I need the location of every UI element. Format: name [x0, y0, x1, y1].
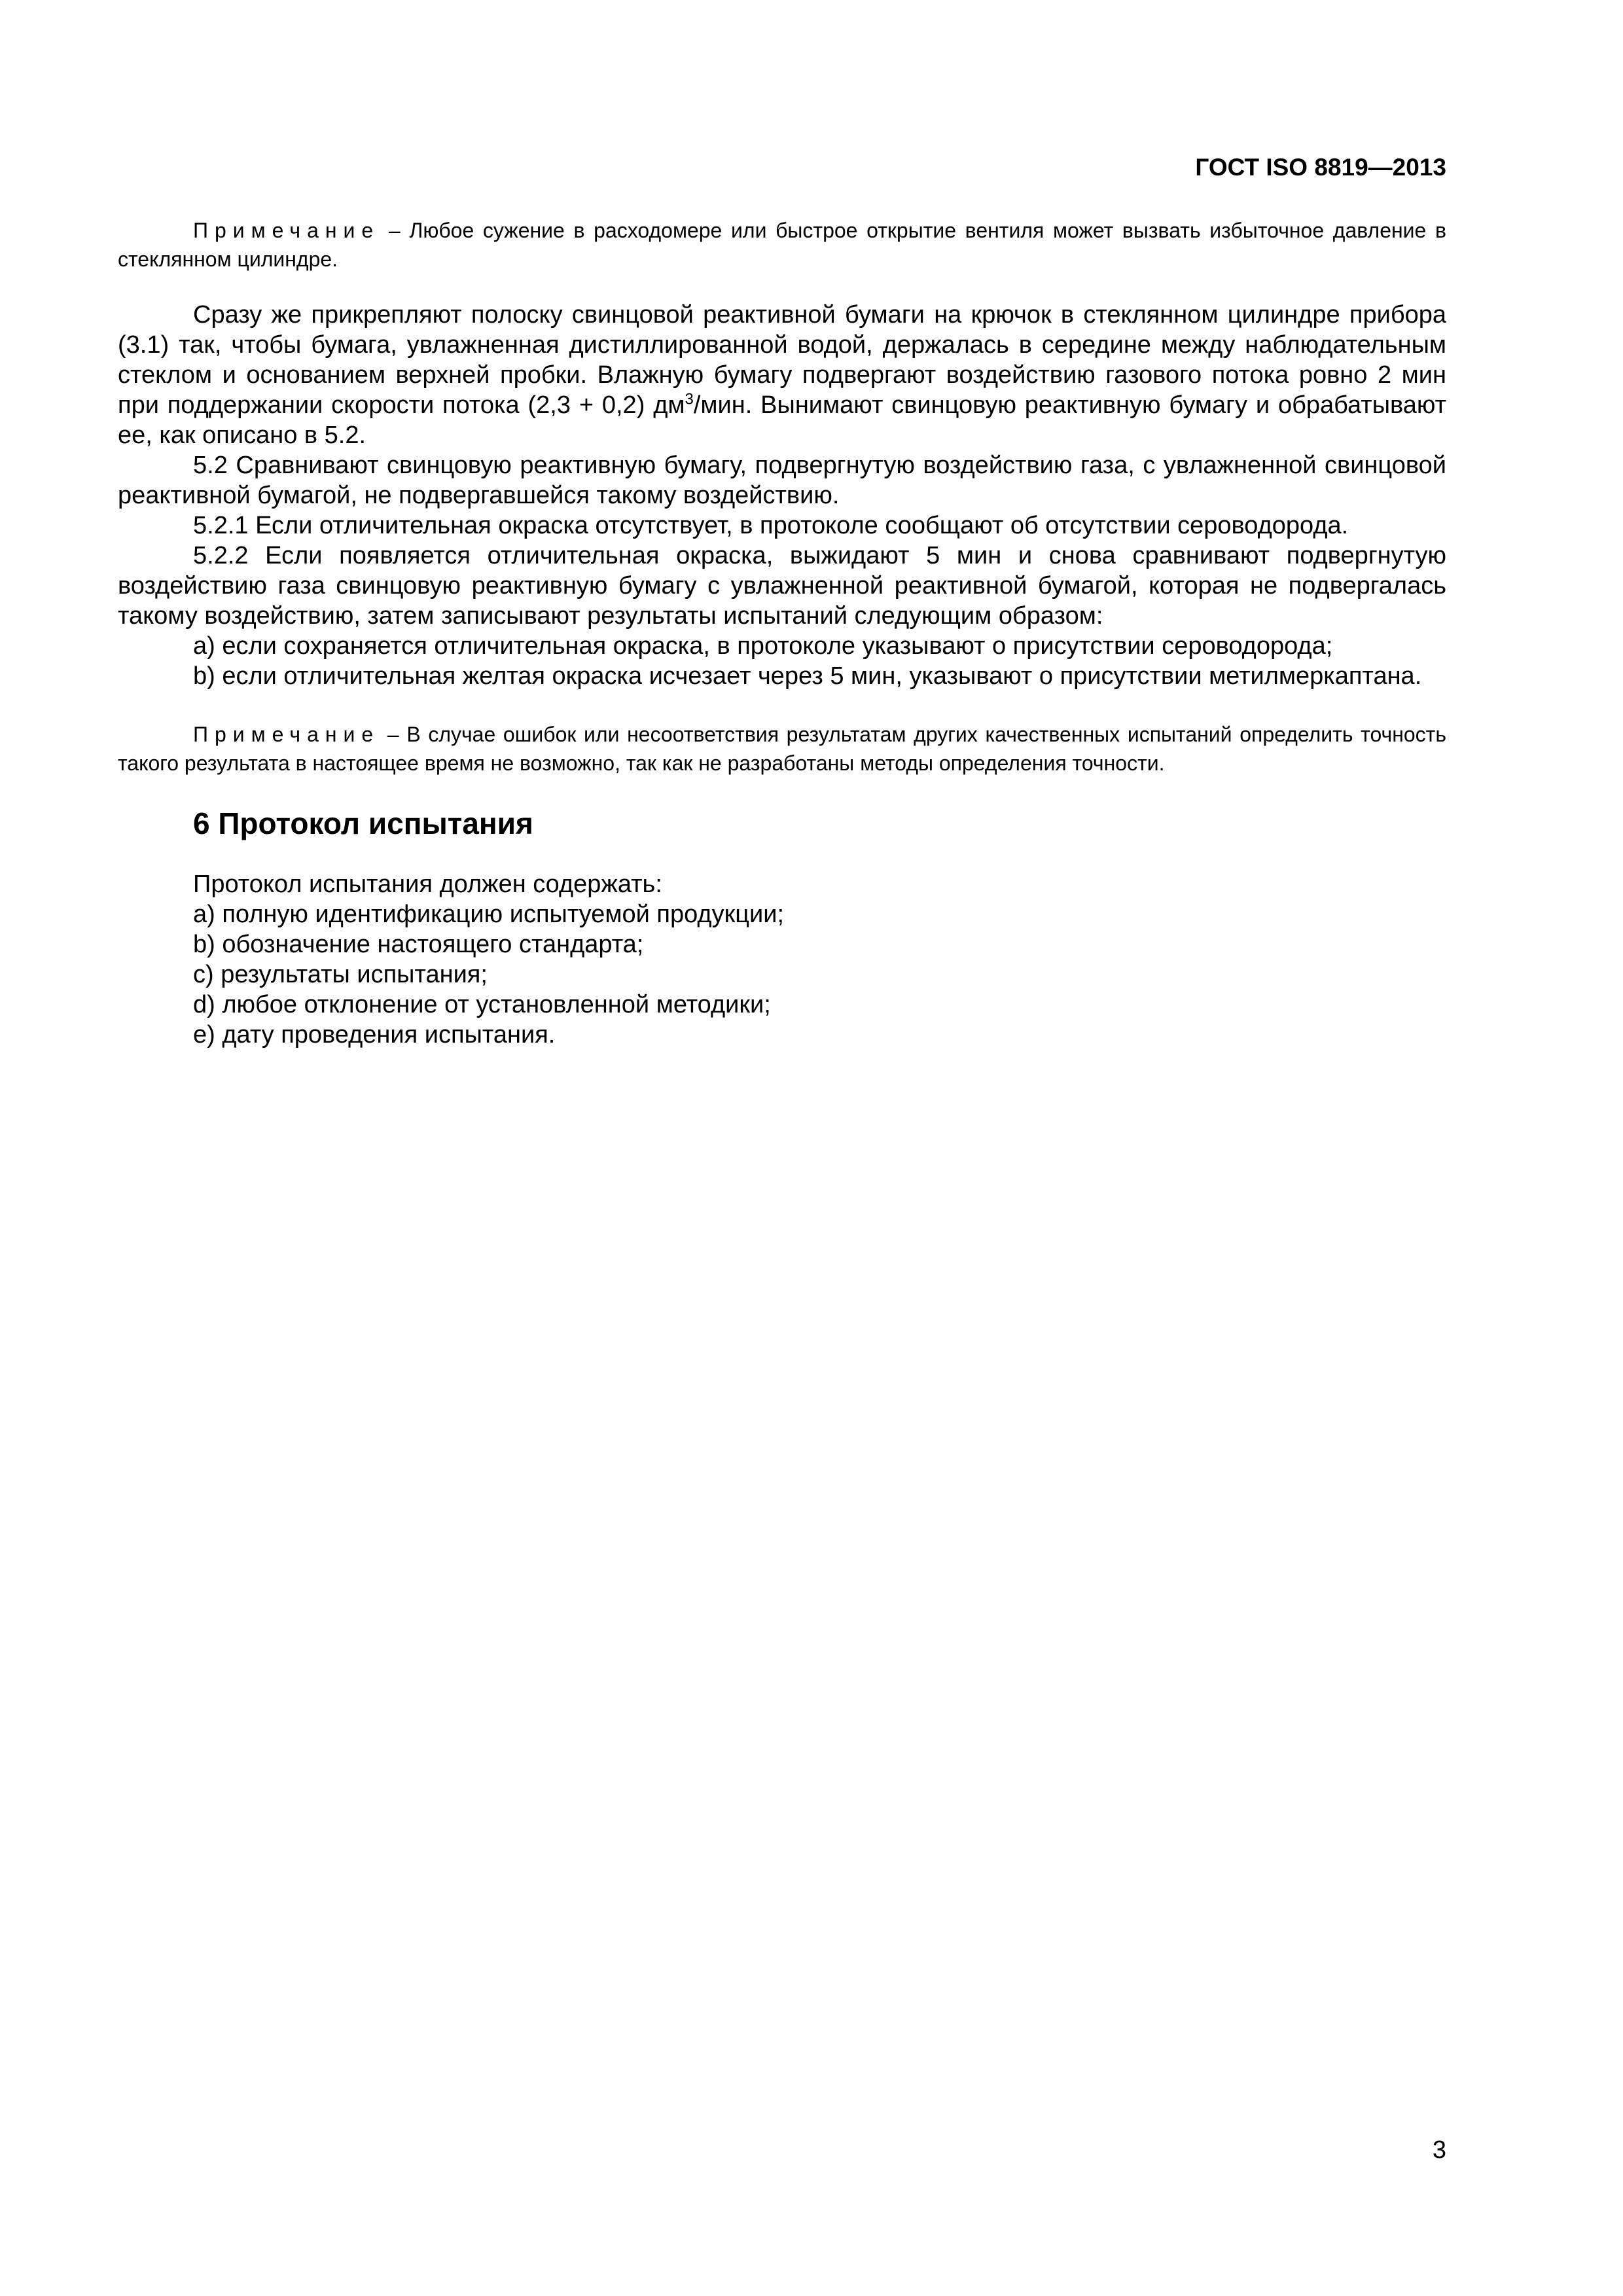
clause-5-2: 5.2 Сравнивают свинцовую реактивную бумагу, подвергнутую воздействию газа, с увлажненной свинцовой реактивной бумагой, не подвергавшейся такому воздействию.: [118, 452, 1446, 509]
paragraph-paper-exposure: [118, 300, 1446, 450]
paragraph-text-before: Сразу же прикрепляют полоску свинцовой реактивной бумаги на крючок в стеклянном цилиндре прибора (3.1) так, чтобы бумага, увлажненная дистиллированной водой, держалась в середине между наблюдательным стеклом и основанием верхней пробки. Влажную бумагу подвергают воздействию газового потока ровно 2 мин при поддержании скорости потока (2,3 + 0,2) дм: [118, 301, 1446, 419]
list-item: a) полную идентификацию испытуемой продукции;: [193, 901, 785, 928]
clause-5-2-1: 5.2.1 Если отличительная окраска отсутствует, в протоколе сообщают об отсутствии сероводорода.: [193, 512, 1349, 539]
note-accuracy: [118, 720, 1446, 778]
note-flow-restriction: [118, 216, 1446, 274]
list-item: b) обозначение настоящего стандарта;: [193, 931, 644, 958]
superscript-cubic: 3: [685, 390, 694, 408]
page-content: [118, 216, 1446, 1050]
page-number: 3: [1432, 2136, 1446, 2164]
list-item: c) результаты испытания;: [193, 961, 488, 988]
paragraph-text-after: /мин. Вынимают свинцовую реактивную бумагу и обрабатывают ее, как описано в 5.2.: [118, 391, 1446, 449]
document-id-header: ГОСТ ISO 8819—2013: [1195, 154, 1446, 181]
note-label: Примечание: [193, 723, 380, 746]
clause-5-2-2: 5.2.2 Если появляется отличительная окраска, выжидают 5 мин и снова сравнивают подвергнутую воздействию газа свинцовую реактивную бумагу с увлажненной реактивной бумагой, которая не подвергалась такому воздействию, затем записывают результаты испытаний следующим образом:: [118, 542, 1446, 630]
note-text: – Любое сужение в расходомере или быстрое открытие вентиля может вызвать избыточное давление в стеклянном цилиндре.: [118, 219, 1446, 271]
note-label: Примечание: [193, 219, 380, 242]
list-item-a: a) если сохраняется отличительная окраска, в протоколе указывают о присутствии сероводорода;: [193, 632, 1333, 660]
list-item: d) любое отклонение от установленной методики;: [193, 991, 771, 1018]
section-heading-test-report: 6 Протокол испытания: [193, 806, 533, 840]
list-item: e) дату проведения испытания.: [193, 1021, 556, 1049]
test-report-intro: Протокол испытания должен содержать:: [193, 870, 662, 898]
list-item-b: b) если отличительная желтая окраска исчезает через 5 мин, указывают о присутствии метилмеркаптана.: [193, 662, 1422, 690]
note-text: – В случае ошибок или несоответствия результатам других качественных испытаний определить точность такого результата в настоящее время не возможно, так как не разработаны методы определения точности.: [118, 723, 1446, 775]
document-page: [118, 0, 1446, 2296]
test-report-list: [118, 869, 1446, 1050]
